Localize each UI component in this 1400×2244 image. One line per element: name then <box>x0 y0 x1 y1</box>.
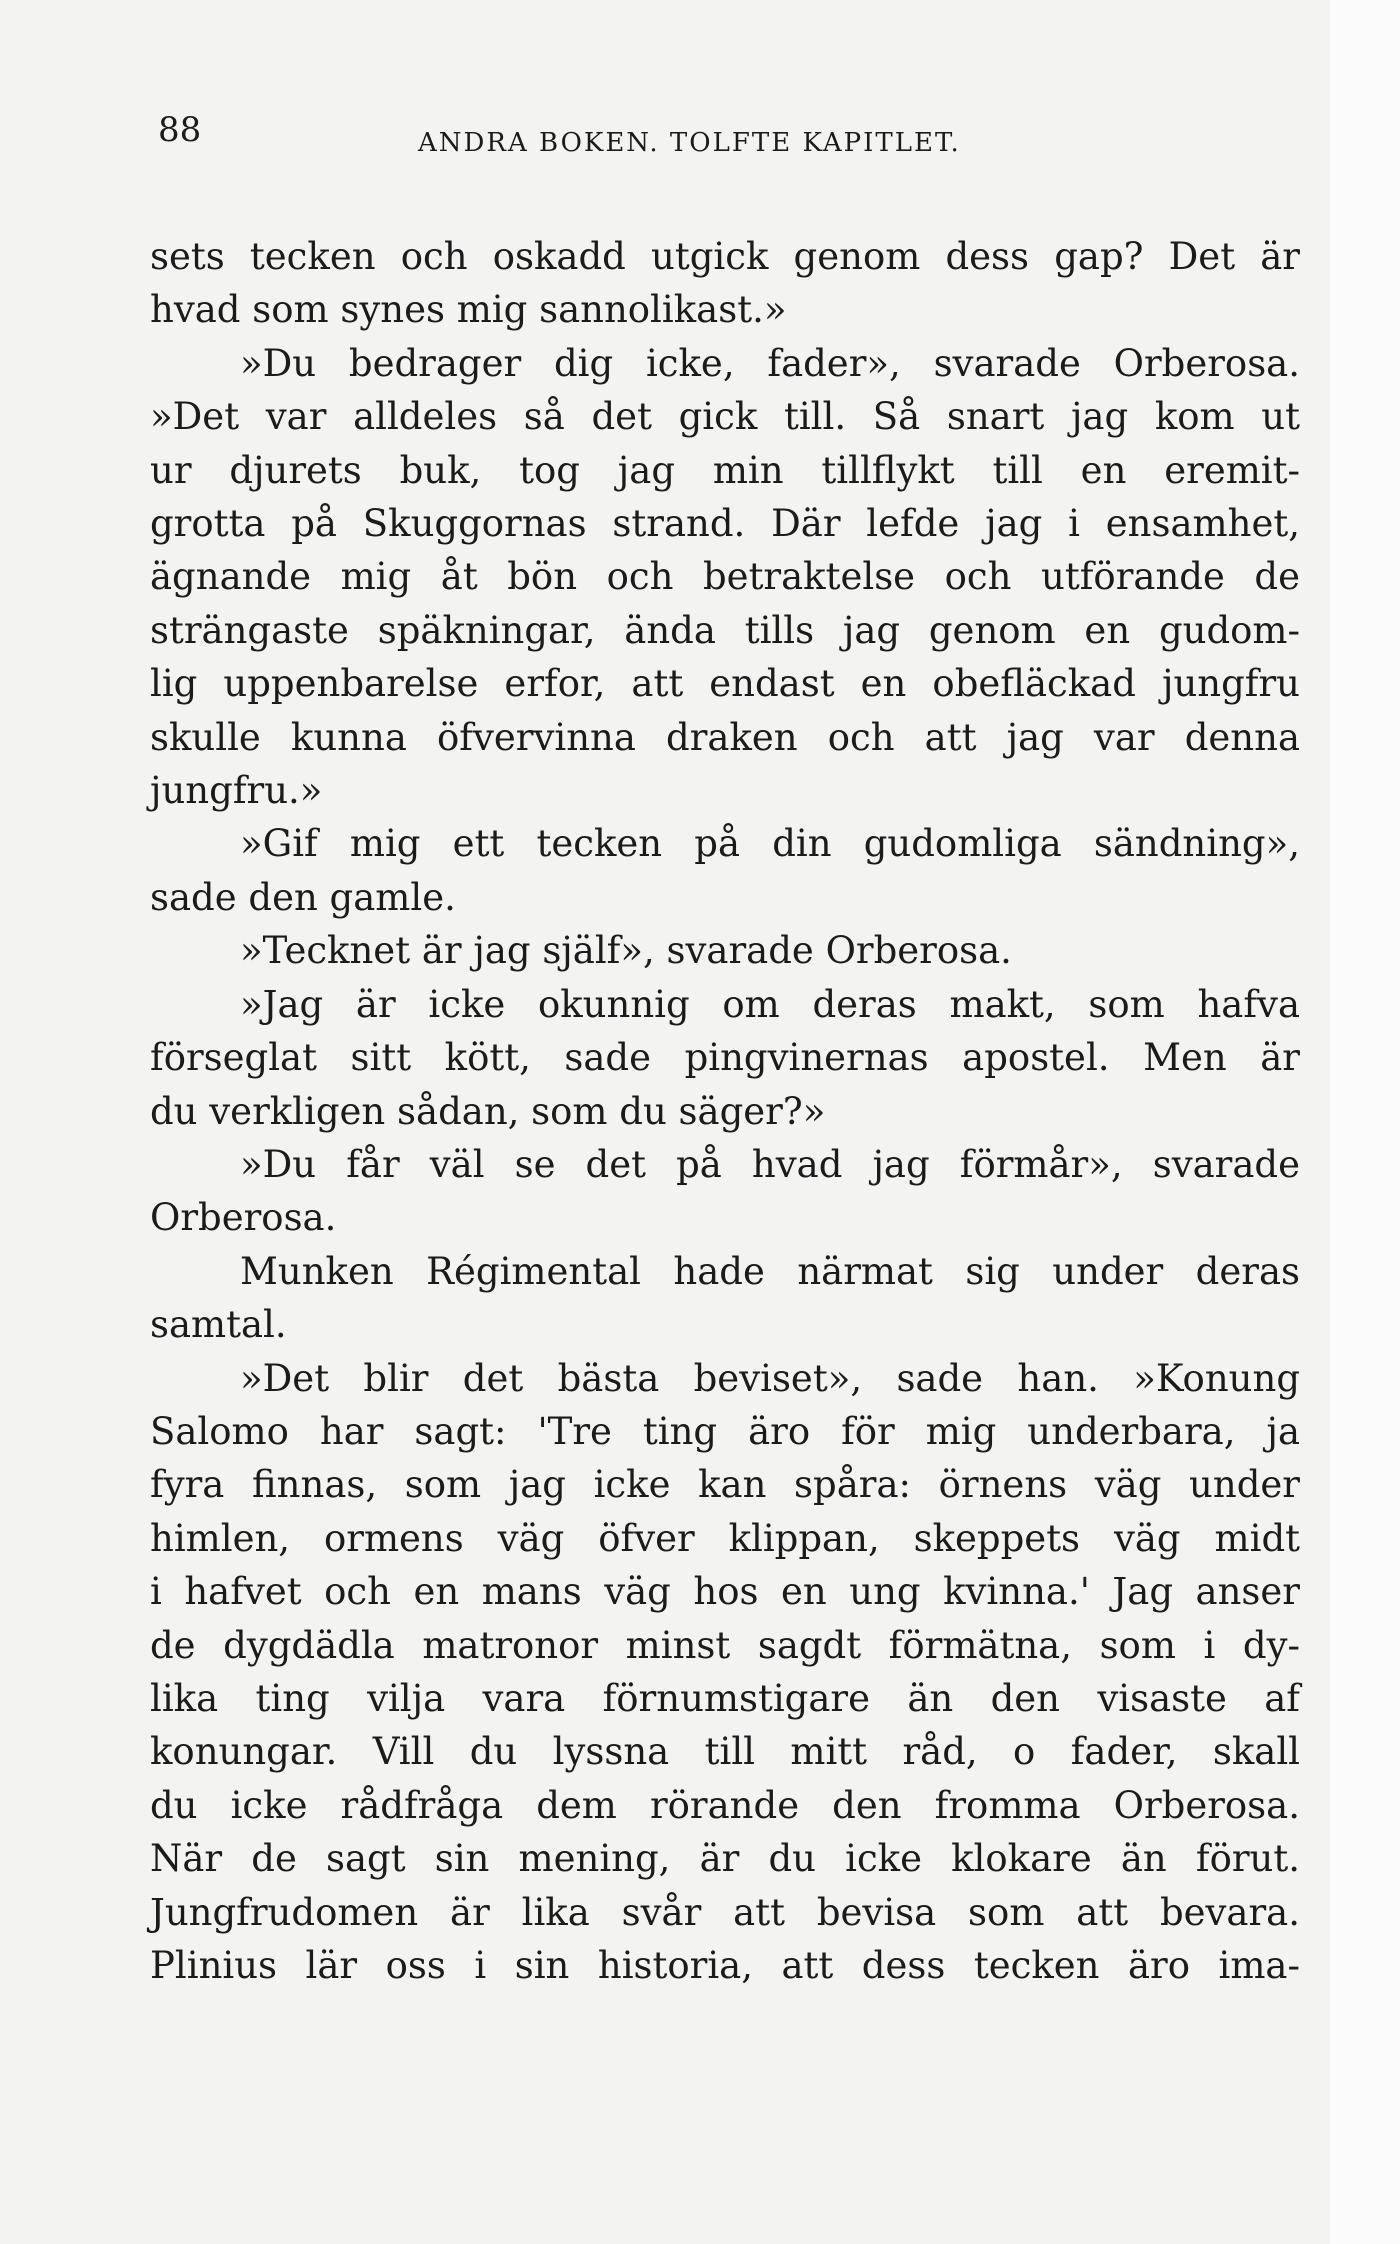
text-line: Orberosa. <box>150 1196 337 1240</box>
text-line: fyra finnas, som jag icke kan spåra: örnens väg under <box>150 1463 1300 1507</box>
book-page <box>150 110 1300 1992</box>
text-line: »Jag är icke okunnig om deras makt, som hafva <box>240 982 1300 1026</box>
text-line: Munken Régimental hade närmat sig under deras <box>240 1249 1300 1293</box>
text-line: sade den gamle. <box>150 875 456 919</box>
text-line: du verkligen sådan, som du säger?» <box>150 1089 826 1133</box>
text-line: »Tecknet är jag själf», svarade Orberosa. <box>240 929 1012 973</box>
text-line: Plinius lär oss i sin historia, att dess tecken äro ima- <box>150 1944 1300 1987</box>
page-edge <box>1330 0 1400 2244</box>
text-line: jungfru.» <box>150 769 323 813</box>
text-line: »Gif mig ett tecken på din gudomliga sändning», <box>240 822 1300 866</box>
text-line: »Du bedrager dig icke, fader», svarade Orberosa. <box>240 341 1300 385</box>
running-title: ANDRA BOKEN. TOLFTE KAPITLET. <box>418 128 961 158</box>
text-line: ägnande mig åt bön och betraktelse och utförande de <box>150 555 1300 599</box>
page-number: 88 <box>158 110 202 150</box>
page-header <box>150 110 1300 170</box>
text-line: »Det var alldeles så det gick till. Så snart jag kom ut <box>150 395 1300 439</box>
text-line: sets tecken och oskadd utgick genom dess gap? Det är <box>150 235 1300 278</box>
text-line: skulle kunna öfvervinna draken och att jag var denna <box>150 715 1300 759</box>
text-line: de dygdädla matronor minst sagdt förmätna, som i dy- <box>150 1623 1300 1667</box>
text-line: Jungfrudomen är lika svår att bevisa som att bevara. <box>150 1890 1300 1934</box>
text-line: lig uppenbarelse erfor, att endast en obefläckad jungfru <box>150 662 1300 706</box>
text-line: När de sagt sin mening, är du icke klokare än förut. <box>150 1837 1300 1881</box>
text-line: du icke rådfråga dem rörande den fromma Orberosa. <box>150 1783 1300 1827</box>
body-text <box>150 230 1300 1992</box>
text-line: grotta på Skuggornas strand. Där lefde jag i ensamhet, <box>150 502 1300 546</box>
text-line: konungar. Vill du lyssna till mitt råd, o fader, skall <box>150 1730 1300 1774</box>
text-line: himlen, ormens väg öfver klippan, skeppets väg midt <box>150 1516 1300 1560</box>
text-line: »Det blir det bästa beviset», sade han. »Konung <box>240 1356 1300 1400</box>
text-line: »Du får väl se det på hvad jag förmår», svarade <box>240 1142 1300 1186</box>
text-line: strängaste späkningar, ända tills jag genom en gudom- <box>150 608 1300 652</box>
text-line: samtal. <box>150 1303 287 1347</box>
text-line: Salomo har sagt: 'Tre ting äro för mig underbara, ja <box>150 1409 1300 1453</box>
text-line: förseglat sitt kött, sade pingvinernas apostel. Men är <box>150 1036 1300 1080</box>
text-line: lika ting vilja vara förnumstigare än den visaste af <box>150 1676 1300 1720</box>
text-line: hvad som synes mig sannolikast.» <box>150 288 787 332</box>
text-line: i hafvet och en mans väg hos en ung kvinna.' Jag anser <box>150 1570 1300 1614</box>
text-line: ur djurets buk, tog jag min tillflykt till en eremit- <box>150 448 1300 492</box>
